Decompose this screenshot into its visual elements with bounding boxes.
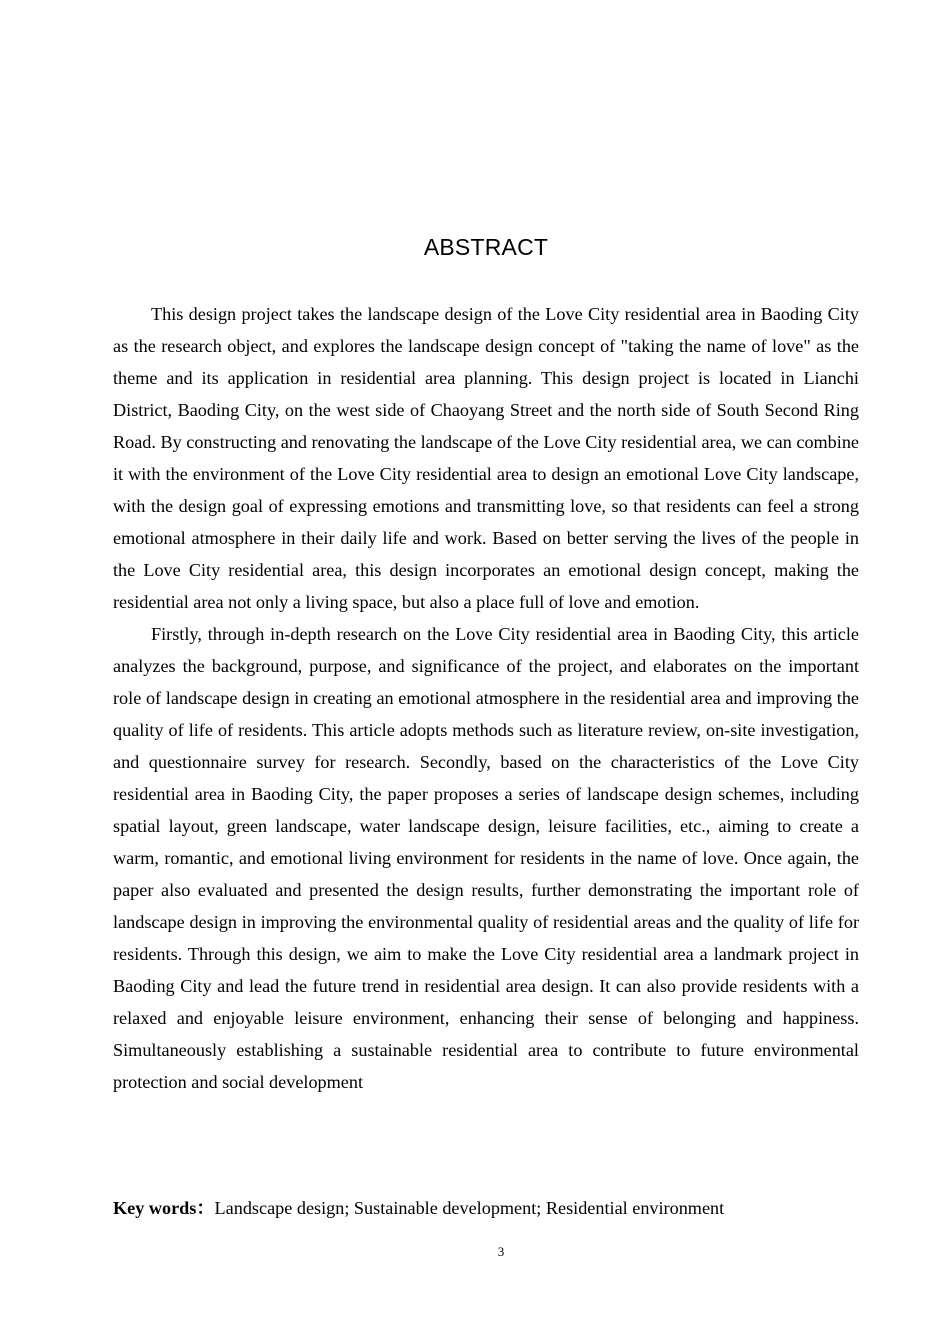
page-number: 3 [497, 1244, 505, 1259]
abstract-title: ABSTRACT [423, 234, 549, 260]
keywords-value: Landscape design; Sustainable development; Residential environment [214, 1198, 725, 1218]
abstract-paragraph-1: This design project takes the landscape design of the Love City residential area in Baoding City as the research object, and explores the landscape design concept of "taking the name of love" as the theme and its application in residential area planning. This design project is located in Lianchi District, Baoding City, on the west side of Chaoyang Street and the north side of South Second Ring Road. By constructing and renovating the landscape of the Love City residential area, we can combine it with the environment of the Love City residential area to design an emotional Love City landscape, with the design goal of expressing emotions and transmitting love, so that residents can feel a strong emotional atmosphere in their daily life and work. Based on better serving the lives of the people in the Love City residential area, this design incorporates an emotional design concept, making the residential area not only a living space, but also a place full of love and emotion. [113, 304, 859, 612]
keywords-line [113, 1192, 859, 1224]
abstract-body [113, 298, 859, 1098]
abstract-paragraph-2: Firstly, through in-depth research on the Love City residential area in Baoding City, this article analyzes the background, purpose, and significance of the project, and elaborates on the important role of landscape design in creating an emotional atmosphere in the residential area and improving the quality of life of residents. This article adopts methods such as literature review, on-site investigation, and questionnaire survey for research. Secondly, based on the characteristics of the Love City residential area in Baoding City, the paper proposes a series of landscape design schemes, including spatial layout, green landscape, water landscape design, leisure facilities, etc., aiming to create a warm, romantic, and emotional living environment for residents in the name of love. Once again, the paper also evaluated and presented the design results, further demonstrating the important role of landscape design in improving the environmental quality of residential areas and the quality of life for residents. Through this design, we aim to make the Love City residential area a landmark project in Baoding City and lead the future trend in residential area design. It can also provide residents with a relaxed and enjoyable leisure environment, enhancing their sense of belonging and happiness. Simultaneously establishing a sustainable residential area to contribute to future environmental protection and social development [113, 624, 859, 1092]
keywords-label: Key words： [113, 1198, 215, 1218]
